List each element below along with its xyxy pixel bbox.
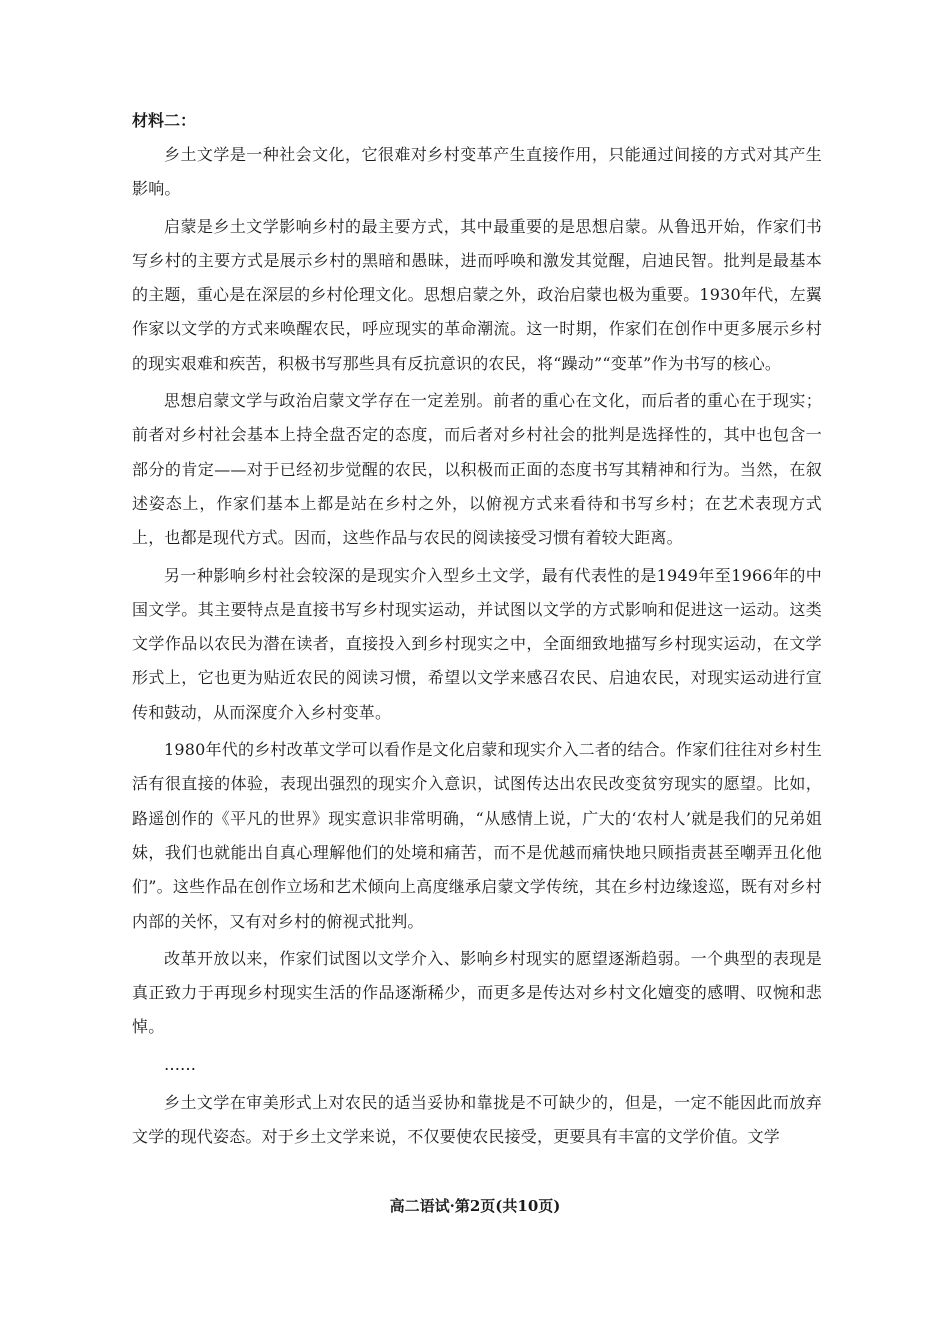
paragraph-3: 思想启蒙文学与政治启蒙文学存在一定差别。前者的重心在文化，而后者的重心在于现实；前者对乡村社会基本上持全盘否定的态度，而后者对乡村社会的批判是选择性的，其中也包含一部分的肯定——对于已经初步觉醒的农民，以积极而正面的态度书写其精神和行为。当然，在叙述姿态上，作家们基本上都是站在乡村之外，以俯视方式来看待和书写乡村；在艺术表现方式上，也都是现代方式。因而，这些作品与农民的阅读接受习惯有着较大距离。 (132, 391, 822, 548)
ellipsis: …… (164, 1054, 196, 1074)
material-heading: 材料二： (132, 111, 197, 130)
paragraph-1: 乡土文学是一种社会文化，它很难对乡村变革产生直接作用，只能通过间接的方式对其产生影响。 (132, 145, 822, 199)
passage-content (132, 104, 822, 1157)
paragraph-5: 1980年代的乡村改革文学可以看作是文化启蒙和现实介入二者的结合。作家们往往对乡村生活有很直接的体验，表现出强烈的现实介入意识，试图传达出农民改变贫穷现实的愿望。比如，路遥创作的《平凡的世界》现实意识非常明确，“从感情上说，广大的‘农村人’就是我们的兄弟姐妹，我们也就能出自真心理解他们的处境和痛苦，而不是优越而痛快地只顾指责甚至嘲弄丑化他们”。这些作品在创作立场和艺术倾向上高度继承启蒙文学传统，其在乡村边缘逡巡，既有对乡村内部的关怀，又有对乡村的俯视式批判。 (132, 740, 822, 931)
paragraph-2: 启蒙是乡土文学影响乡村的最主要方式，其中最重要的是思想启蒙。从鲁迅开始，作家们书写乡村的主要方式是展示乡村的黑暗和愚昧，进而呼唤和激发其觉醒，启迪民智。批判是最基本的主题，重心是在深层的乡村伦理文化。思想启蒙之外，政治启蒙也极为重要。1930年代，左翼作家以文学的方式来唤醒农民，呼应现实的革命潮流。这一时期，作家们在创作中更多展示乡村的现实艰难和疾苦，积极书写那些具有反抗意识的农民，将“躁动”“变革”作为书写的核心。 (132, 216, 822, 373)
page-footer: 高二语试·第2页(共10页) (389, 1197, 561, 1215)
paragraph-6: 改革开放以来，作家们试图以文学介入、影响乡村现实的愿望逐渐趋弱。一个典型的表现是真正致力于再现乡村现实生活的作品逐渐稀少，而更多是传达对乡村文化嬗变的感喟、叹惋和悲悼。 (132, 948, 822, 1037)
paragraph-4: 另一种影响乡村社会较深的是现实介入型乡土文学，最有代表性的是1949年至1966年的中国文学。其主要特点是直接书写乡村现实运动，并试图以文学的方式影响和促进这一运动。这类文学作品以农民为潜在读者，直接投入到乡村现实之中，全面细致地描写乡村现实运动，在文学形式上，它也更为贴近农民的阅读习惯，希望以文学来感召农民、启迪农民，对现实运动进行宣传和鼓动，从而深度介入乡村变革。 (132, 565, 822, 722)
paragraph-7: 乡土文学在审美形式上对农民的适当妥协和靠拢是不可缺少的，但是，一定不能因此而放弃文学的现代姿态。对于乡土文学来说，不仅要使农民接受，更要具有丰富的文学价值。文学 (132, 1092, 822, 1147)
